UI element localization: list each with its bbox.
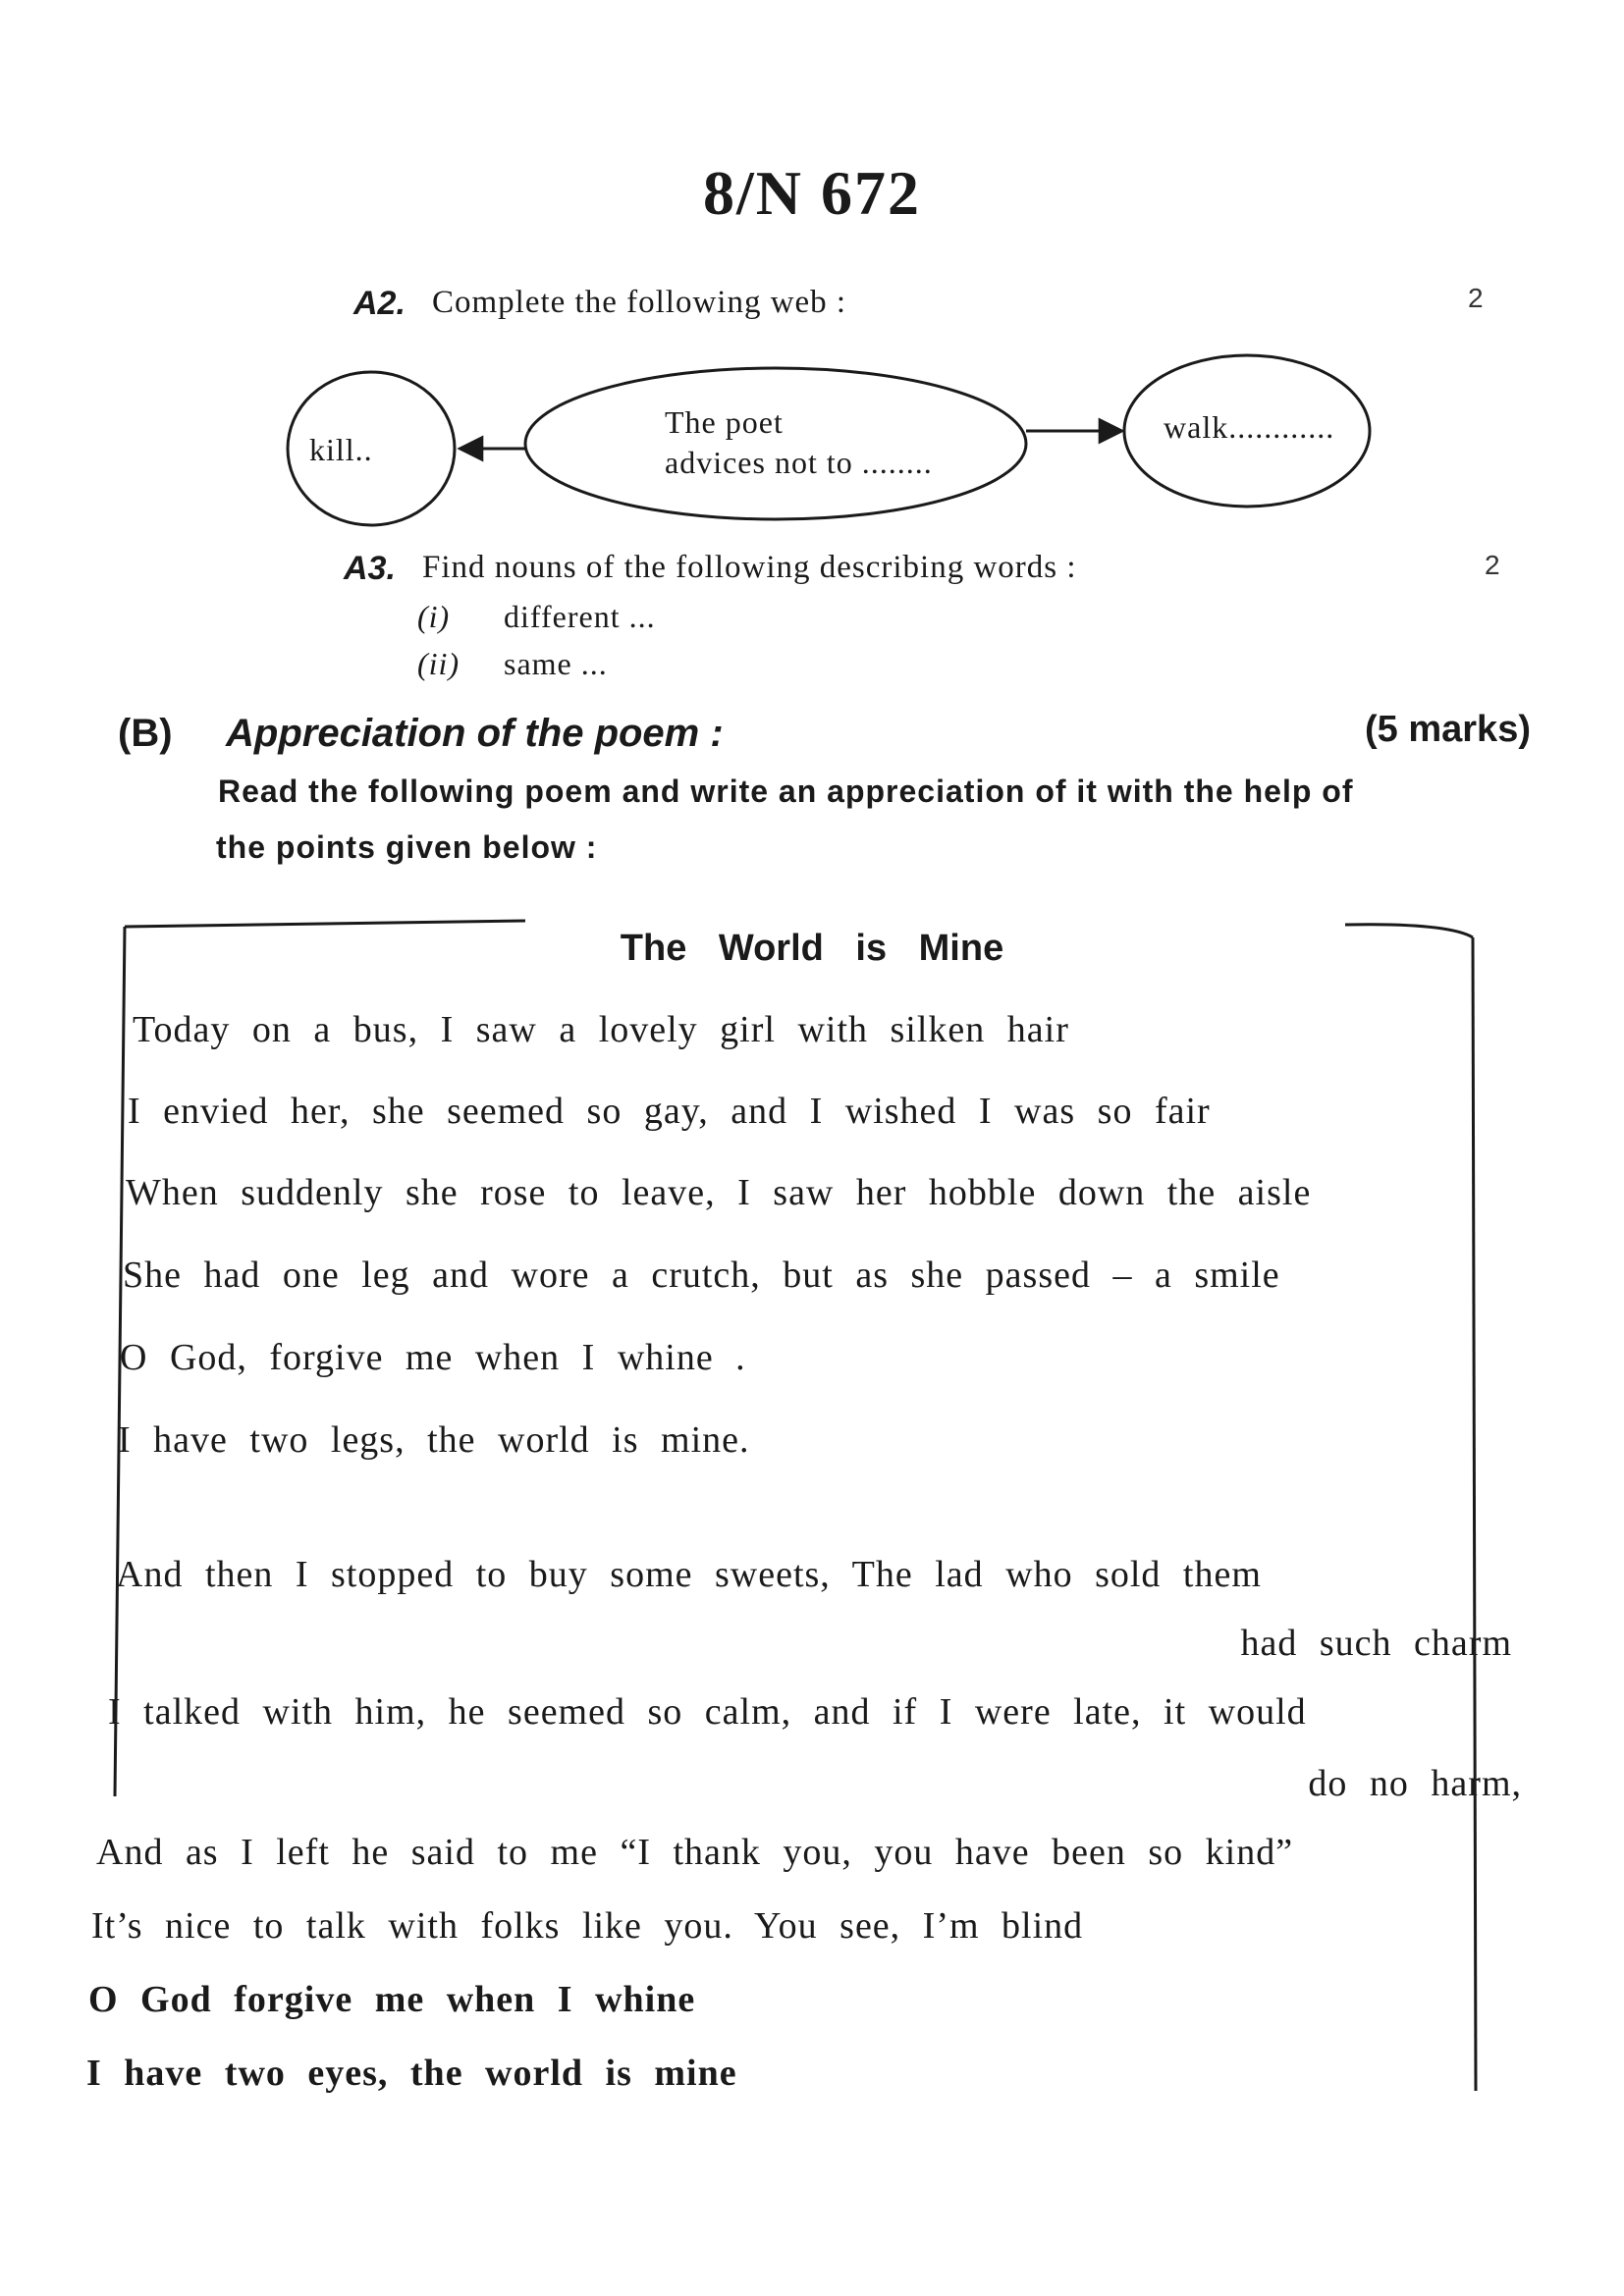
a3-item-number: (ii): [417, 646, 460, 681]
section-b-marks: (5 marks): [1365, 709, 1531, 750]
web-center-node-line1: The poet: [665, 404, 784, 440]
a3-item-number: (i): [417, 599, 451, 634]
section-b-title: Appreciation of the poem :: [226, 712, 724, 755]
poem-line: O God, forgive me when I whine .: [120, 1337, 746, 1378]
poem-line: I have two eyes, the world is mine: [86, 2053, 737, 2094]
poem-line: I have two legs, the world is mine.: [118, 1419, 750, 1461]
poem-line: And then I stopped to buy some sweets, The lad who sold them: [116, 1554, 1262, 1595]
a3-item-text: different ...: [504, 599, 656, 634]
a3-item: [417, 599, 656, 635]
section-b-instruction-line2: the points given below :: [216, 829, 598, 865]
web-right-node-text: walk............: [1164, 409, 1335, 445]
poem-title: The World is Mine: [620, 928, 1004, 969]
section-b-instruction-line1: Read the following poem and write an appreciation of it with the help of: [218, 774, 1354, 809]
question-a3-text: Find nouns of the following describing words :: [422, 550, 1077, 585]
question-a2-mark: 2: [1468, 283, 1484, 313]
poem-line-continuation: do no harm,: [1308, 1763, 1522, 1804]
poem-line: Today on a bus, I saw a lovely girl with silken hair: [133, 1009, 1069, 1050]
web-left-node-text: kill..: [309, 432, 373, 467]
a3-item: [417, 646, 608, 682]
section-b-label: (B): [118, 712, 173, 755]
web-center-node-line2: advices not to ........: [665, 445, 933, 480]
web-diagram: [280, 348, 1399, 535]
poem-line-continuation: had such charm: [1240, 1623, 1512, 1664]
web-center-oval: [525, 368, 1026, 519]
poem-line: It’s nice to talk with folks like you. You see, I’m blind: [91, 1905, 1084, 1947]
poem-line: I envied her, she seemed so gay, and I wished I was so fair: [128, 1091, 1211, 1132]
question-a2-label: A2.: [353, 285, 406, 322]
question-a2-text: Complete the following web :: [432, 285, 847, 320]
paper-code: 8/N 672: [703, 158, 921, 228]
poem-line: And as I left he said to me “I thank you, you have been so kind”: [96, 1832, 1294, 1873]
question-a3-mark: 2: [1485, 550, 1500, 580]
poem-line: When suddenly she rose to leave, I saw her hobble down the aisle: [126, 1172, 1312, 1213]
poem-line: She had one leg and wore a crutch, but as she passed – a smile: [123, 1255, 1280, 1296]
poem-line: O God forgive me when I whine: [88, 1979, 696, 2020]
question-a3-label: A3.: [344, 550, 396, 587]
a3-item-text: same ...: [504, 646, 608, 681]
poem-line: I talked with him, he seemed so calm, and if I were late, it would: [108, 1691, 1307, 1733]
